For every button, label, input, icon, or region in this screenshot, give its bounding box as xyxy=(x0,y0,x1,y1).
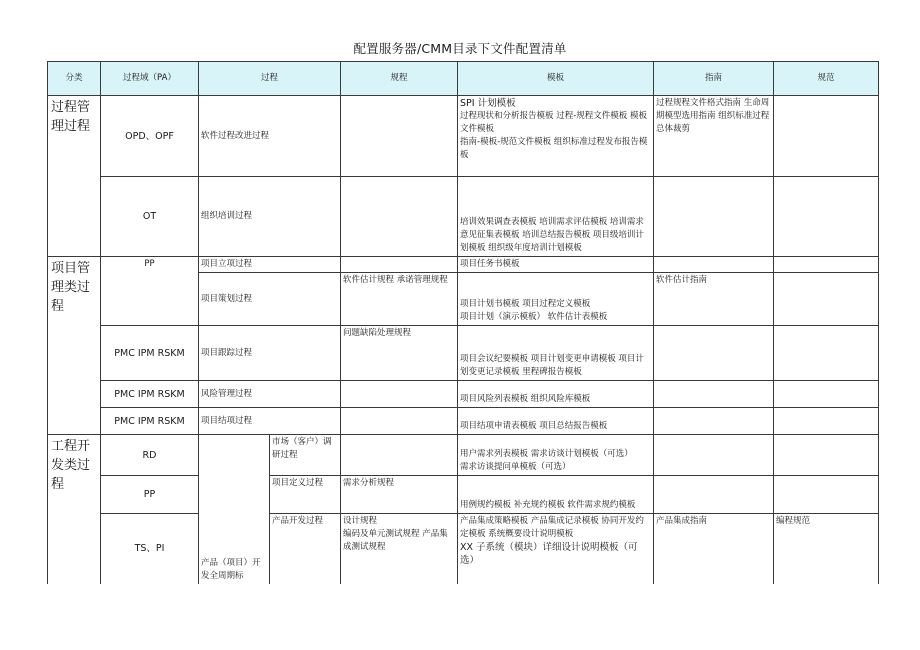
template-line: 需求访谈提问单模板（可选） xyxy=(460,462,571,472)
pa-cell: PMC IPM RSKM xyxy=(101,326,199,381)
template-line: 指南-模板-规范文件模板 组织标准过程发布报告模板 xyxy=(460,137,648,160)
template-cell: 项目结项申请表模板 项目总结报告模板 xyxy=(458,408,654,435)
spec-cell xyxy=(341,381,458,408)
template-cell xyxy=(458,514,654,584)
template-cell: 项目风险列表模板 组织风险库模板 xyxy=(458,381,654,408)
spec-cell: 需求分析规程 xyxy=(341,476,458,514)
norm-cell xyxy=(774,177,879,257)
template-line: 过程现状和分析报告模板 过程-规程文件模板 模板文件模板 xyxy=(460,111,647,134)
template-cell: 项目任务书模板 xyxy=(458,257,654,273)
process-cell: 项目立项过程 xyxy=(199,257,341,273)
table-row xyxy=(48,257,879,273)
table-row xyxy=(48,381,879,408)
table-row xyxy=(48,177,879,257)
process-cell: 组织培训过程 xyxy=(199,177,341,257)
header-pa: 过程域（PA） xyxy=(101,62,199,96)
process-cell: 项目结项过程 xyxy=(199,408,341,435)
norm-cell xyxy=(774,476,879,514)
pa-cell: OT xyxy=(101,177,199,257)
process-cell: 风险管理过程 xyxy=(199,381,341,408)
guide-cell xyxy=(654,435,774,476)
template-line: 用户需求列表模板 需求访谈计划模板（可选） xyxy=(460,449,633,459)
spec-cell xyxy=(341,177,458,257)
table-row xyxy=(48,96,879,177)
table-row xyxy=(48,435,879,476)
template-line: 项目计划书模板 项目过程定义模板 xyxy=(460,299,591,309)
spec-line: 编码及单元测试规程 产品集成测试规程 xyxy=(343,529,448,552)
template-line: 产品集成策略模板 产品集成记录模板 协同开发约定模板 系统概要设计说明模板 xyxy=(460,516,644,539)
process-cell: 产品（项目）开发全周期标 xyxy=(199,435,270,584)
pa-cell: RD xyxy=(101,435,199,476)
template-cell xyxy=(458,96,654,177)
spec-cell xyxy=(341,514,458,584)
spec-cell xyxy=(341,435,458,476)
header-process: 过程 xyxy=(199,62,341,96)
template-cell: 项目会议纪要模板 项目计划变更申请模板 项目计划变更记录模板 里程碑报告模板 xyxy=(458,326,654,381)
header-spec: 规程 xyxy=(341,62,458,96)
header-row xyxy=(48,62,879,96)
category-cell: 项目管理类过程 xyxy=(48,257,101,435)
table-row xyxy=(48,476,879,514)
guide-cell xyxy=(654,408,774,435)
subprocess-cell: 市场（客户）调研过程 xyxy=(270,435,341,476)
pa-cell: TS、PI xyxy=(101,514,199,584)
header-guide: 指南 xyxy=(654,62,774,96)
category-cell: 过程管理过程 xyxy=(48,96,101,257)
template-cell xyxy=(458,435,654,476)
norm-cell xyxy=(774,435,879,476)
template-line: 项目计划（演示模板） 软件估计表模板 xyxy=(460,312,608,322)
guide-cell: 过程规程文件格式指南 生命周期模型选用指南 组织标准过程总体裁剪 xyxy=(654,96,774,177)
pa-cell: PMC IPM RSKM xyxy=(101,408,199,435)
spec-cell xyxy=(341,408,458,435)
spec-cell xyxy=(341,257,458,273)
norm-cell: 编程规范 xyxy=(774,514,879,584)
template-cell: 培训效果调查表模板 培训需求评估模板 培训需求意见征集表模板 培训总结报告模板 项目级培训计划模板 组织级年度培训计划模板 xyxy=(458,177,654,257)
guide-cell xyxy=(654,476,774,514)
pa-cell: PMC IPM RSKM xyxy=(101,381,199,408)
template-cell xyxy=(458,273,654,326)
norm-cell xyxy=(774,96,879,177)
category-cell: 工程开发类过程 xyxy=(48,435,101,584)
guide-cell xyxy=(654,177,774,257)
template-line: XX 子系统（模块）详细设计说明模板（可选） xyxy=(460,542,638,566)
config-list-table xyxy=(47,61,879,584)
spec-cell: 问题缺陷处理规程 xyxy=(341,326,458,381)
subprocess-cell: 项目定义过程 xyxy=(270,476,341,514)
spec-cell xyxy=(341,96,458,177)
guide-cell: 软件估计指南 xyxy=(654,273,774,326)
norm-cell xyxy=(774,381,879,408)
template-cell: 用例规约模板 补充规约模板 软件需求规约模板 xyxy=(458,476,654,514)
norm-cell xyxy=(774,273,879,326)
table-row xyxy=(48,514,879,584)
spec-cell: 软件估计规程 承诺管理规程 xyxy=(341,273,458,326)
guide-cell xyxy=(654,326,774,381)
norm-cell xyxy=(774,257,879,273)
pa-cell: PP xyxy=(101,476,199,514)
process-cell: 软件过程改进过程 xyxy=(199,96,341,177)
process-cell: 项目策划过程 xyxy=(199,273,341,326)
document-title: 配置服务器/CMM目录下文件配置清单 xyxy=(353,41,567,56)
table-row xyxy=(48,326,879,381)
header-template: 模板 xyxy=(458,62,654,96)
header-category: 分类 xyxy=(48,62,101,96)
norm-cell xyxy=(774,408,879,435)
header-norm: 规范 xyxy=(774,62,879,96)
template-line: SPI 计划模板 xyxy=(460,98,516,109)
spec-line: 设计规程 xyxy=(343,516,378,526)
table-row xyxy=(48,408,879,435)
pa-cell: PP xyxy=(101,257,199,326)
guide-cell xyxy=(654,257,774,273)
guide-cell: 产品集成指南 xyxy=(654,514,774,584)
subprocess-cell: 产品开发过程 xyxy=(270,514,341,584)
guide-cell xyxy=(654,381,774,408)
pa-cell: OPD、OPF xyxy=(101,96,199,177)
norm-cell xyxy=(774,326,879,381)
process-cell: 项目跟踪过程 xyxy=(199,326,341,381)
